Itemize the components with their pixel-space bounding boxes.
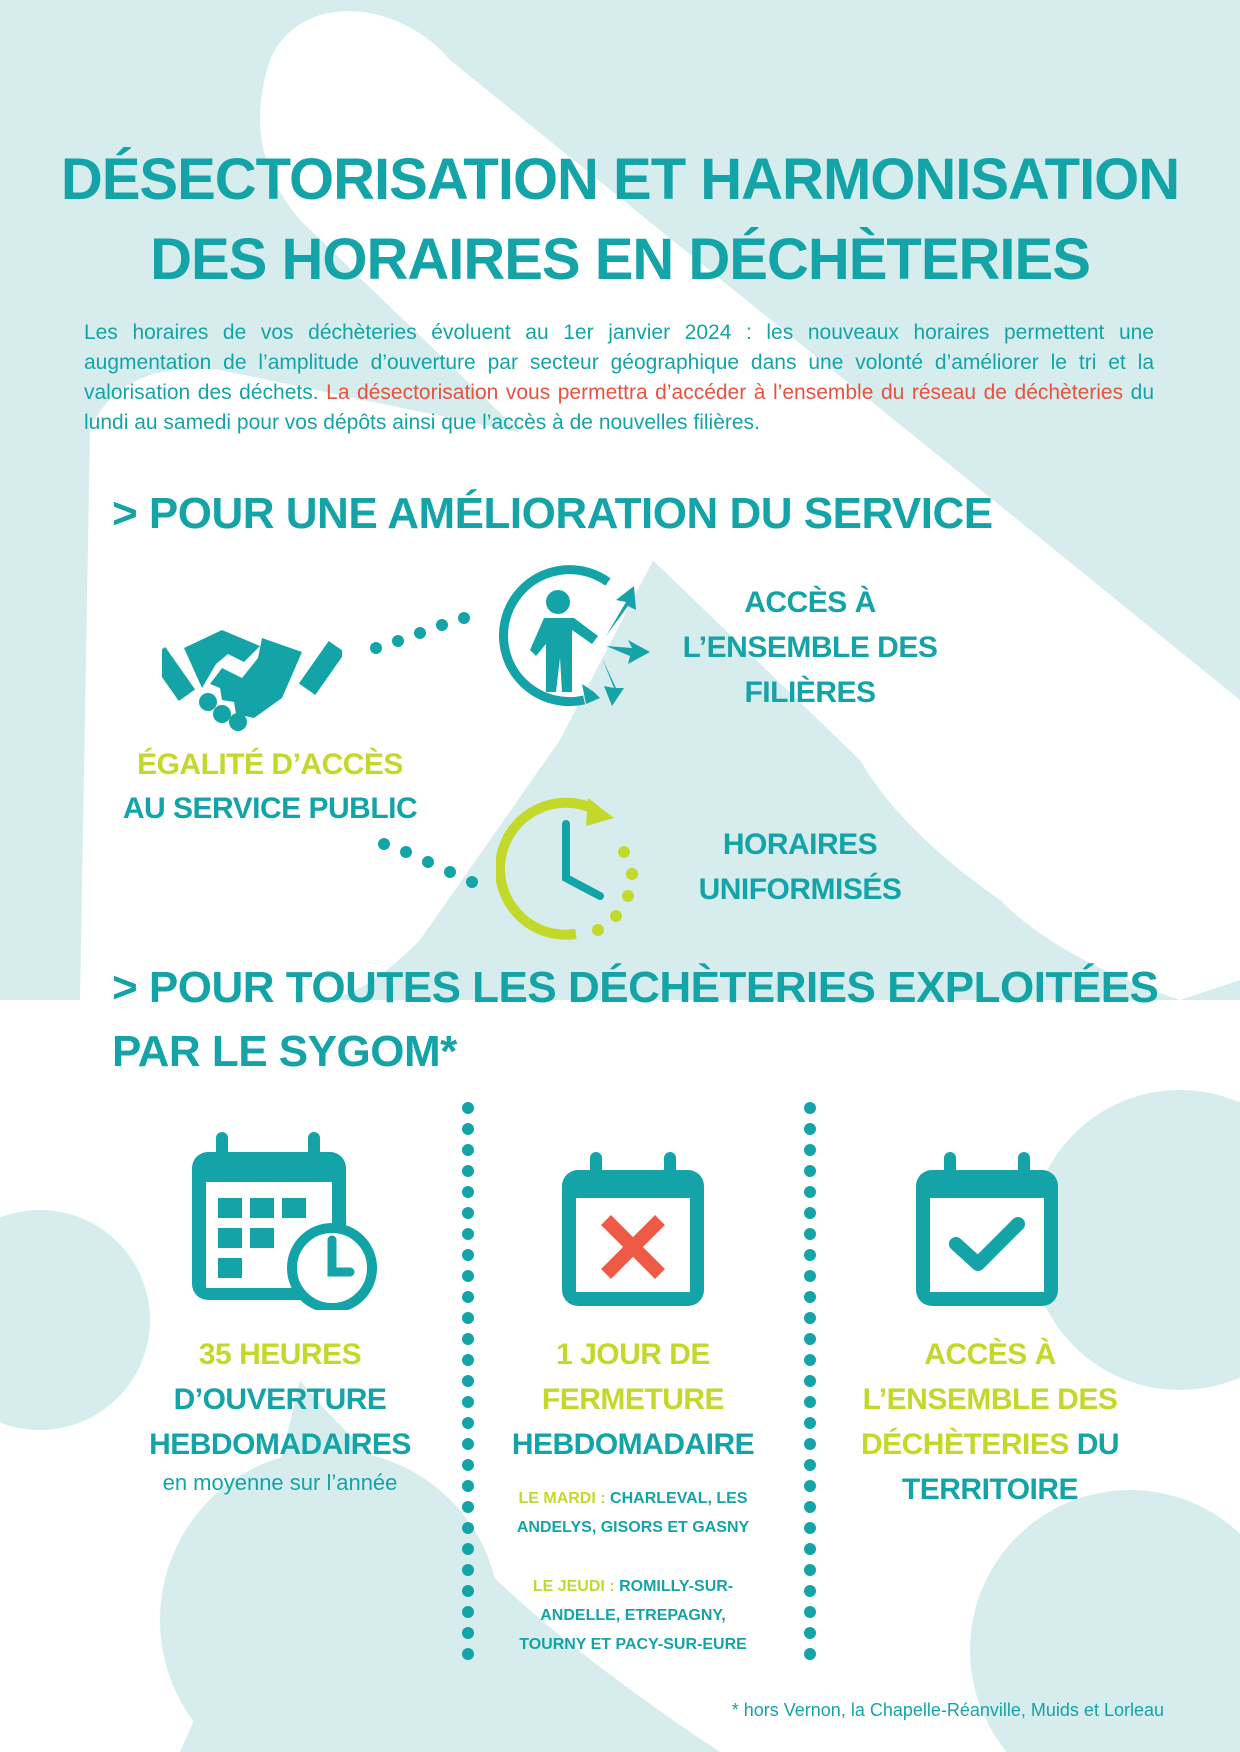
mardi-sites: CHARLEVAL, LES ANDELYS, GISORS ET GASNY xyxy=(516,1490,750,1536)
divider-dot xyxy=(462,1438,474,1450)
column-divider-2 xyxy=(798,1100,822,1670)
divider-dot xyxy=(804,1207,816,1219)
divider-dot xyxy=(804,1522,816,1534)
jeudi-schedule xyxy=(508,1572,758,1659)
calendar-check-icon xyxy=(914,1150,1060,1308)
col1-label xyxy=(120,1332,440,1467)
divider-dot xyxy=(804,1354,816,1366)
title-line-2: DES HORAIRES EN DÉCHÈTERIES xyxy=(150,227,1090,292)
divider-dot xyxy=(804,1438,816,1450)
divider-dot xyxy=(462,1186,474,1198)
divider-dot xyxy=(462,1543,474,1555)
divider-dot xyxy=(804,1270,816,1282)
section-heading-service: > POUR UNE AMÉLIORATION DU SERVICE xyxy=(112,489,993,538)
acces-filieres-line-2: L’ENSEMBLE DES xyxy=(682,631,938,664)
handshake-icon xyxy=(162,618,342,736)
intro-paragraph xyxy=(84,318,1154,438)
divider-dot xyxy=(462,1417,474,1429)
divider-dot xyxy=(804,1291,816,1303)
divider-dot xyxy=(804,1144,816,1156)
divider-dot xyxy=(462,1648,474,1660)
page-title xyxy=(40,140,1200,300)
col3-line-3b: DU xyxy=(1076,1428,1120,1461)
divider-dot xyxy=(462,1396,474,1408)
dotted-connector-top xyxy=(360,590,480,660)
divider-dot xyxy=(804,1606,816,1618)
divider-dot xyxy=(462,1207,474,1219)
horaires-line-1: HORAIRES xyxy=(722,828,878,861)
clock-refresh-icon xyxy=(496,792,648,944)
col3-line-2: L’ENSEMBLE DES xyxy=(862,1383,1118,1416)
divider-dot xyxy=(462,1144,474,1156)
divider-dot xyxy=(804,1648,816,1660)
divider-dot xyxy=(804,1417,816,1429)
divider-dot xyxy=(462,1585,474,1597)
divider-dot xyxy=(462,1606,474,1618)
col3-label xyxy=(830,1332,1150,1512)
divider-dot xyxy=(462,1123,474,1135)
divider-dot xyxy=(804,1123,816,1135)
divider-dot xyxy=(462,1312,474,1324)
divider-dot xyxy=(804,1249,816,1261)
egalite-line-1: ÉGALITÉ D’ACCÈS xyxy=(137,748,403,781)
col1-note: en moyenne sur l’année xyxy=(162,1470,398,1495)
calendar-clock-icon xyxy=(190,1130,390,1310)
divider-dot xyxy=(462,1564,474,1576)
divider-dot xyxy=(804,1186,816,1198)
divider-dot xyxy=(462,1291,474,1303)
section2-heading-line-2: PAR LE SYGOM* xyxy=(112,1027,457,1076)
divider-dot xyxy=(804,1312,816,1324)
recycling-person-icon xyxy=(498,560,650,712)
divider-dot xyxy=(462,1102,474,1114)
col2-line-2: FERMETURE xyxy=(541,1383,725,1416)
divider-dot xyxy=(462,1333,474,1345)
mardi-label: LE MARDI : xyxy=(518,1490,606,1507)
col3-line-1: ACCÈS À xyxy=(924,1338,1056,1371)
mardi-schedule xyxy=(498,1484,768,1542)
acces-filieres-line-1: ACCÈS À xyxy=(744,586,876,619)
divider-dot xyxy=(462,1501,474,1513)
divider-dot xyxy=(804,1543,816,1555)
intro-highlight: La désectorisation vous permettra d’accéder à l’ensemble du réseau de déchèteries xyxy=(326,381,1124,404)
acces-filieres-line-3: FILIÈRES xyxy=(744,676,876,709)
intro-text-end: du lundi au samedi pour vos dépôts ainsi que l’accès à de nouvelles filières. xyxy=(84,381,1155,434)
divider-dot xyxy=(462,1249,474,1261)
col3-line-4: TERRITOIRE xyxy=(901,1473,1079,1506)
jeudi-label: LE JEUDI : xyxy=(532,1578,615,1595)
divider-dot xyxy=(804,1459,816,1471)
acces-filieres-label xyxy=(650,580,970,715)
section2-heading-line-1: > POUR TOUTES LES DÉCHÈTERIES EXPLOITÉES xyxy=(112,963,1159,1012)
dotted-connector-bottom xyxy=(370,830,490,900)
horaires-line-2: UNIFORMISÉS xyxy=(698,873,902,906)
footnote: * hors Vernon, la Chapelle-Réanville, Muids et Lorleau xyxy=(731,1700,1164,1720)
divider-dot xyxy=(462,1522,474,1534)
col3-line-3a: DÉCHÈTERIES xyxy=(860,1428,1069,1461)
divider-dot xyxy=(804,1480,816,1492)
intro-text: Les horaires de vos déchèteries évoluent au 1er janvier 2024 : les nouveaux horaires permettent une augmentation de l’amplitude d’ouverture par secteur géographique dans une volonté d’améliorer le tri et la valorisation des déchets. xyxy=(84,321,1154,404)
section-heading-sygom xyxy=(112,956,1172,1084)
title-line-1: DÉSECTORISATION ET HARMONISATION xyxy=(60,147,1180,212)
jeudi-sites: ROMILLY-SUR-ANDELLE, ETREPAGNY, TOURNY ET PACY-SUR-EURE xyxy=(519,1578,747,1653)
divider-dot xyxy=(804,1627,816,1639)
divider-dot xyxy=(804,1585,816,1597)
col2-line-3: HEBDOMADAIRE xyxy=(511,1428,755,1461)
divider-dot xyxy=(804,1396,816,1408)
col1-line-3: HEBDOMADAIRES xyxy=(149,1428,411,1461)
divider-dot xyxy=(462,1459,474,1471)
divider-dot xyxy=(804,1375,816,1387)
divider-dot xyxy=(462,1627,474,1639)
divider-dot xyxy=(804,1165,816,1177)
egalite-line-2: AU SERVICE PUBLIC xyxy=(122,792,418,825)
divider-dot xyxy=(462,1375,474,1387)
divider-dot xyxy=(462,1270,474,1282)
divider-dot xyxy=(804,1564,816,1576)
divider-dot xyxy=(804,1501,816,1513)
col1-line-2: D’OUVERTURE xyxy=(173,1383,387,1416)
calendar-closed-icon xyxy=(560,1150,706,1308)
col2-label xyxy=(478,1332,788,1467)
col1-line-1: 35 HEURES xyxy=(198,1338,362,1371)
divider-dot xyxy=(462,1354,474,1366)
divider-dot xyxy=(804,1102,816,1114)
divider-dot xyxy=(462,1228,474,1240)
divider-dot xyxy=(804,1333,816,1345)
horaires-label xyxy=(640,822,960,912)
column-divider-1 xyxy=(456,1100,480,1670)
divider-dot xyxy=(462,1480,474,1492)
divider-dot xyxy=(462,1165,474,1177)
col2-line-1: 1 JOUR DE xyxy=(556,1338,710,1371)
divider-dot xyxy=(804,1228,816,1240)
